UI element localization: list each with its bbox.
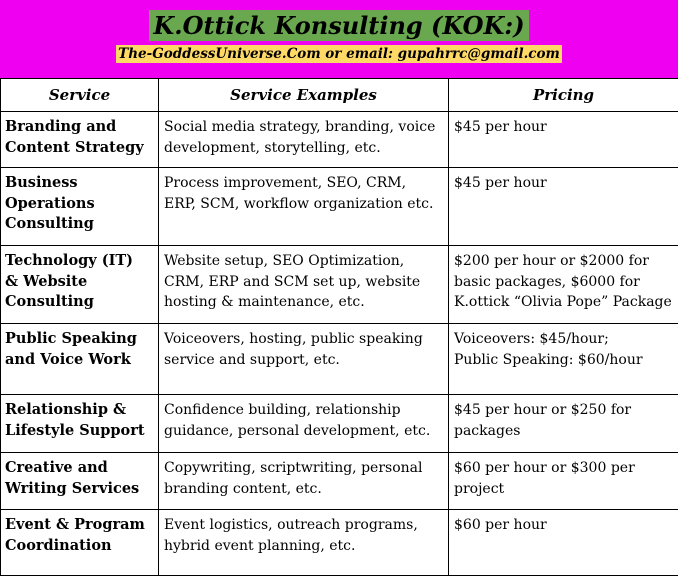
service-cell-line: Lifestyle Support	[5, 421, 154, 442]
service-cell-line: Coordination	[5, 536, 154, 557]
service-cell	[1, 453, 159, 510]
examples-cell	[159, 112, 449, 168]
examples-cell-line: ERP, SCM, workflow organization etc.	[164, 194, 444, 215]
examples-cell-line: branding content, etc.	[164, 479, 444, 500]
examples-cell	[159, 395, 449, 453]
column-header-service: Service	[1, 79, 159, 112]
examples-cell-line: Event logistics, outreach programs,	[164, 515, 444, 536]
pricing-cell-line: $200 per hour or $2000 for	[454, 251, 674, 272]
pricing-cell-line: project	[454, 479, 674, 500]
pricing-cell	[449, 510, 678, 576]
service-cell	[1, 395, 159, 453]
examples-cell-line: service and support, etc.	[164, 350, 444, 371]
pricing-cell-line: basic packages, $6000 for	[454, 272, 674, 293]
service-cell	[1, 112, 159, 168]
service-cell-line: Consulting	[5, 214, 154, 235]
service-cell	[1, 168, 159, 246]
examples-cell	[159, 168, 449, 246]
service-cell-line: Writing Services	[5, 479, 154, 500]
service-cell-line: Content Strategy	[5, 138, 154, 159]
pricing-cell	[449, 112, 678, 168]
service-cell-line: Branding and	[5, 117, 154, 138]
pricing-cell	[449, 453, 678, 510]
pricing-cell	[449, 168, 678, 246]
service-cell-line: Relationship &	[5, 400, 154, 421]
pricing-cell-line: K.ottick “Olivia Pope” Package	[454, 292, 674, 313]
examples-cell-line: guidance, personal development, etc.	[164, 421, 444, 442]
service-cell	[1, 324, 159, 395]
service-cell	[1, 510, 159, 576]
examples-cell-line: Copywriting, scriptwriting, personal	[164, 458, 444, 479]
contact-subtitle: The-GoddessUniverse.Com or email: gupahrrc@gmail.com	[116, 45, 562, 63]
pricing-cell-line: Public Speaking: $60/hour	[454, 350, 674, 371]
page-title: K.Ottick Konsulting (KOK:)	[149, 10, 528, 41]
pricing-cell-line: $45 per hour	[454, 173, 674, 194]
examples-cell-line: development, storytelling, etc.	[164, 138, 444, 159]
pricing-cell-line: $45 per hour	[454, 117, 674, 138]
examples-cell	[159, 246, 449, 324]
service-cell-line: Event & Program	[5, 515, 154, 536]
table-row	[1, 112, 678, 168]
examples-cell	[159, 510, 449, 576]
pricing-cell	[449, 246, 678, 324]
services-table	[0, 78, 678, 576]
pricing-cell-line: $45 per hour or $250 for	[454, 400, 674, 421]
column-header-examples: Service Examples	[159, 79, 449, 112]
pricing-cell-line: $60 per hour or $300 per	[454, 458, 674, 479]
page-header	[0, 0, 678, 78]
service-cell-line: Business	[5, 173, 154, 194]
table-header-row	[1, 79, 678, 112]
table-row	[1, 395, 678, 453]
pricing-cell	[449, 395, 678, 453]
examples-cell	[159, 453, 449, 510]
examples-cell-line: CRM, ERP and SCM set up, website	[164, 272, 444, 293]
service-cell-line: & Website	[5, 272, 154, 293]
pricing-cell	[449, 324, 678, 395]
examples-cell-line: Process improvement, SEO, CRM,	[164, 173, 444, 194]
examples-cell	[159, 324, 449, 395]
pricing-cell-line: Voiceovers: $45/hour;	[454, 329, 674, 350]
pricing-cell-line: $60 per hour	[454, 515, 674, 536]
table-row	[1, 453, 678, 510]
service-cell-line: Creative and	[5, 458, 154, 479]
service-cell-line: Technology (IT)	[5, 251, 154, 272]
service-cell	[1, 246, 159, 324]
service-cell-line: Public Speaking	[5, 329, 154, 350]
table-row	[1, 324, 678, 395]
service-cell-line: Consulting	[5, 292, 154, 313]
pricing-cell-line: packages	[454, 421, 674, 442]
examples-cell-line: Social media strategy, branding, voice	[164, 117, 444, 138]
examples-cell-line: Website setup, SEO Optimization,	[164, 251, 444, 272]
title-wrap	[0, 10, 678, 41]
examples-cell-line: hosting & maintenance, etc.	[164, 292, 444, 313]
table-row	[1, 168, 678, 246]
service-cell-line: Operations	[5, 194, 154, 215]
examples-cell-line: hybrid event planning, etc.	[164, 536, 444, 557]
subtitle-wrap	[0, 43, 678, 63]
table-row	[1, 246, 678, 324]
examples-cell-line: Confidence building, relationship	[164, 400, 444, 421]
table-row	[1, 510, 678, 576]
service-cell-line: and Voice Work	[5, 350, 154, 371]
examples-cell-line: Voiceovers, hosting, public speaking	[164, 329, 444, 350]
column-header-pricing: Pricing	[449, 79, 678, 112]
